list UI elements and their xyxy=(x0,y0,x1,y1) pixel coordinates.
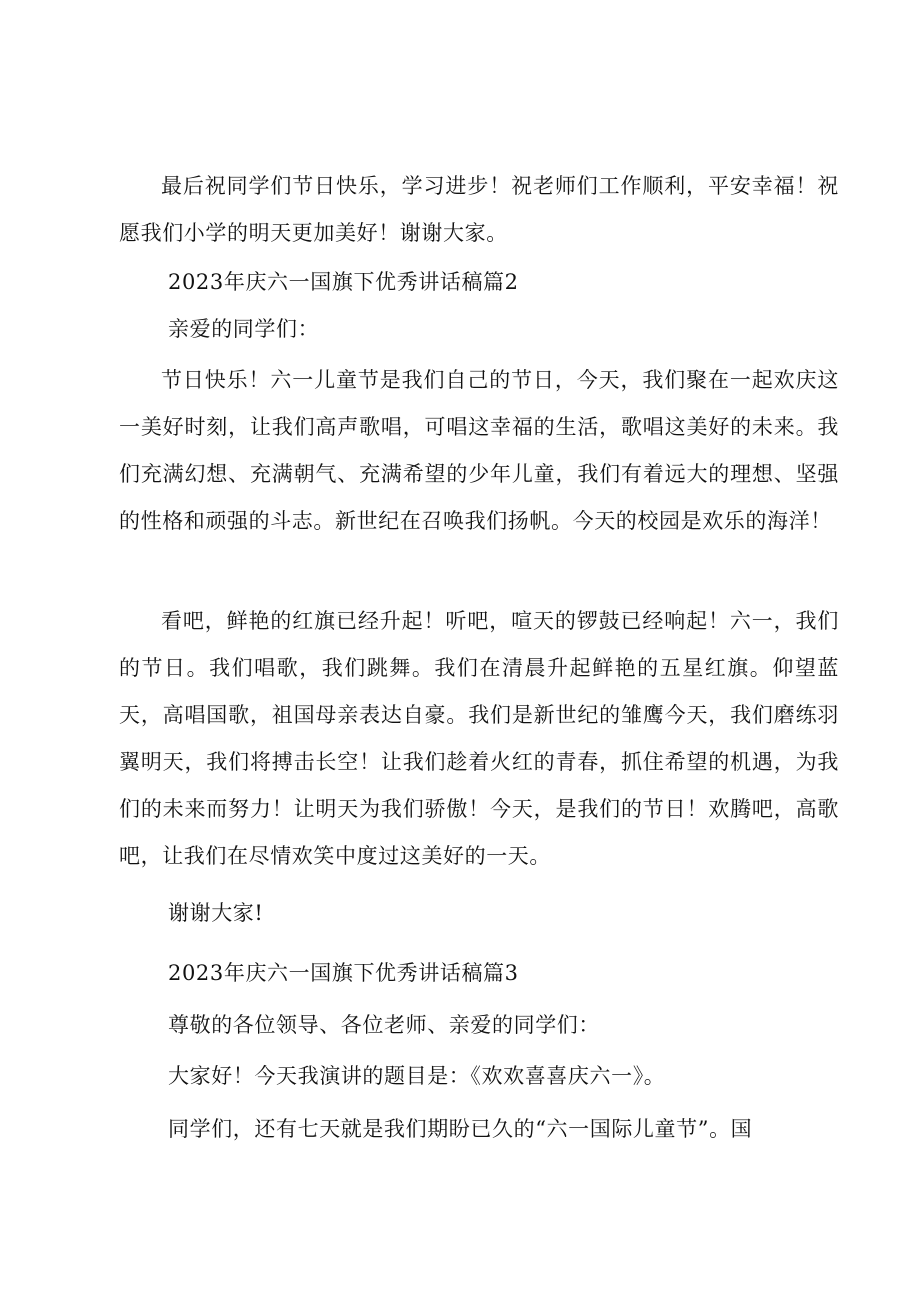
section-heading-3: 2023年庆六一国旗下优秀讲话稿篇3 xyxy=(168,961,519,985)
paragraph-2a: 节日快乐！六一儿童节是我们自己的节日，今天，我们聚在一起欢庆这一美好时刻，让我们高声歌唱，可唱这幸福的生活，歌唱这美好的未来。我们充满幻想、充满朝气、充满希望的少年儿童，我们有着远大的理想、坚强的性格和顽强的斗志。新世纪在召唤我们扬帆。今天的校园是欢乐的海洋！ xyxy=(119,368,839,533)
greeting-2: 亲爱的同学们： xyxy=(168,317,320,341)
greeting-3: 尊敬的各位领导、各位老师、亲爱的同学们： xyxy=(168,1013,600,1037)
paragraph-3a: 同学们，还有七天就是我们期盼已久的“六一国际儿童节”。国 xyxy=(168,1117,753,1141)
hello-3: 大家好！今天我演讲的题目是：《欢欢喜喜庆六一》。 xyxy=(168,1064,666,1088)
section-heading-2: 2023年庆六一国旗下优秀讲话稿篇2 xyxy=(168,270,519,294)
thanks-2: 谢谢大家! xyxy=(168,901,264,925)
paragraph-2b: 看吧，鲜艳的红旗已经升起！听吧，喧天的锣鼓已经响起！六一，我们的节日。我们唱歌，我们跳舞。我们在清晨升起鲜艳的五星红旗。仰望蓝天，高唱国歌，祖国母亲表达自豪。我们是新世纪的雏鹰今天，我们磨练羽翼明天，我们将搏击长空！让我们趁着火红的青春，抓住希望的机遇，为我们的未来而努力！让明天为我们骄傲！今天，是我们的节日！欢腾吧，高歌吧，让我们在尽情欢笑中度过这美好的一天。 xyxy=(119,609,839,868)
closing-paragraph: 最后祝同学们节日快乐，学习进步！祝老师们工作顺利，平安幸福！祝愿我们小学的明天更加美好！谢谢大家。 xyxy=(119,174,839,245)
